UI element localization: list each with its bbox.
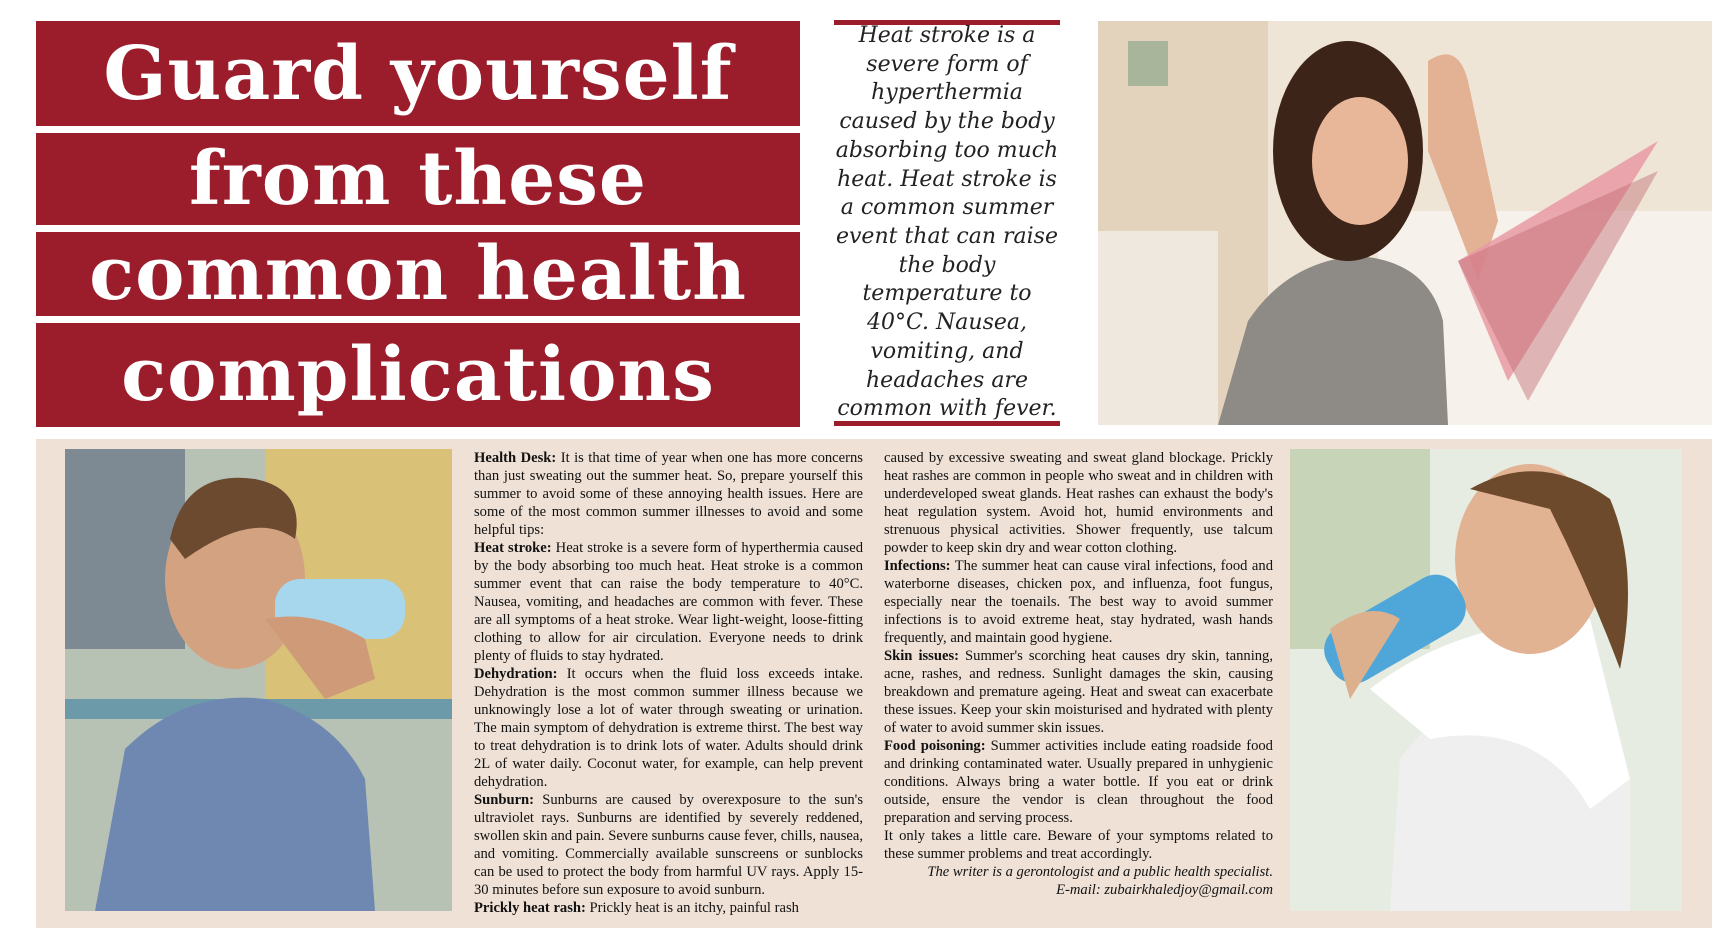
author-byline: The writer is a gerontologist and a public health specialist. <box>927 864 1273 880</box>
label-heat-stroke: Heat stroke: <box>474 540 552 556</box>
paragraph-infections <box>884 557 1273 647</box>
text-prickly-heat-start: Prickly heat is an itchy, painful rash <box>589 900 799 916</box>
paragraph-dehydration <box>474 665 863 791</box>
article-column-1 <box>474 449 863 917</box>
label-prickly-heat: Prickly heat rash: <box>474 900 586 916</box>
label-infections: Infections: <box>884 558 951 574</box>
paragraph-sunburn <box>474 791 863 899</box>
label-sunburn: Sunburn: <box>474 792 535 808</box>
paragraph-food-poisoning <box>884 737 1273 827</box>
article-column-2 <box>884 449 1273 899</box>
paragraph-closing: It only takes a little care. Beware of your symptoms related to these summer problems and treat accordingly. <box>884 828 1273 862</box>
author-email: E-mail: zubairkhaledjoy@gmail.com <box>1056 882 1273 898</box>
headline-line-1: Guard yourself <box>36 21 800 126</box>
text-intro: It is that time of year when one has more concerns than just sweating out the summer heat. So, prepare yourself this summer to avoid some of these annoying health issues. Here are some of the most common summer illnesses to avoid and some helpful tips: <box>474 450 863 538</box>
paragraph-prickly-heat-cont: caused by excessive sweating and sweat gland blockage. Prickly heat rashes are common in people who sweat and in children with underdeveloped sweat glands. Heat rashes can exhaust the body's heat regulation system. Avoid hot, humid environments and strenuous physical activities. Shower frequently, use talcum powder to keep skin dry and wear cotton clothing. <box>884 450 1273 556</box>
text-sunburn: Sunburns are caused by overexposure to the sun's ultraviolet rays. Sunburns are identified by severely reddened, swollen skin and pain. Severe sunburns cause fever, chills, nausea, and vomiting. Commercially available sunscreens or sunblocks can be used to protect the body from harmful UV rays. Apply 15-30 minutes before sun exposure to avoid sunburn. <box>474 792 863 898</box>
pull-quote-text: Heat stroke is a severe form of hyperthermia caused by the body absorbing too much heat. Heat stroke is a common summer event that can raise the body temperature to 40°C. Nausea, vomiting, and headaches are common with fever. <box>835 23 1059 422</box>
label-skin-issues: Skin issues: <box>884 648 959 664</box>
man-drinking-water-photo <box>65 449 452 911</box>
pull-quote <box>834 20 1060 426</box>
paragraph-prickly-heat-start <box>474 899 863 917</box>
headline <box>36 21 800 427</box>
text-skin-issues: Summer's scorching heat causes dry skin, tanning, acne, rashes, and redness. Sunlight damages the skin, causing breakdown and premature ageing. Heat and sweat can exacerbate these issues. Keep your skin moisturised and hydrated with plenty of water to avoid summer skin issues. <box>884 648 1274 736</box>
headline-line-2: from these <box>36 133 800 225</box>
text-dehydration: It occurs when the fluid loss exceeds intake. Dehydration is the most common summer illness because we unknowingly lose a lot of water through sweating or urination. The main symptom of dehydration is extreme thirst. The best way to treat dehydration is to drink lots of water. Adults should drink 2L of water daily. Coconut water, for example, can help prevent dehydration. <box>474 666 863 790</box>
woman-fanning-photo <box>1098 21 1712 425</box>
label-dehydration: Dehydration: <box>474 666 558 682</box>
text-infections: The summer heat can cause viral infections, food and waterborne diseases, chicken pox, and influenza, foot fungus, especially near the toenails. The best way to avoid summer infections is to avoid extreme heat, stay hydrated, wash hands frequently, and maintain good hygiene. <box>884 558 1273 646</box>
text-food-poisoning: Summer activities include eating roadside food and drinking contaminated water. Usually prepared in unhygienic conditions. Always bring a water bottle. If you eat or drink outside, ensure the vendor is clean throughout the food preparation and serving process. <box>884 738 1273 826</box>
paragraph-heat-stroke <box>474 539 863 665</box>
headline-line-4: complications <box>36 323 800 427</box>
label-health-desk: Health Desk: <box>474 450 557 466</box>
paragraph-intro <box>474 449 863 539</box>
paragraph-skin-issues <box>884 647 1273 737</box>
label-food-poisoning: Food poisoning: <box>884 738 986 754</box>
woman-drinking-water-photo <box>1290 449 1682 911</box>
text-heat-stroke: Heat stroke is a severe form of hyperthermia caused by the body absorbing too much heat. Heat stroke is a common summer event that can raise the body temperature to 40°C. Nausea, vomiting, and headaches are common with fever. These are all symptoms of a heat stroke. Wear light-weight, loose-fitting clothing to allow for air circulation. Everyone needs to drink plenty of fluids to stay hydrated. <box>474 540 863 664</box>
headline-line-3: common health <box>36 232 800 316</box>
